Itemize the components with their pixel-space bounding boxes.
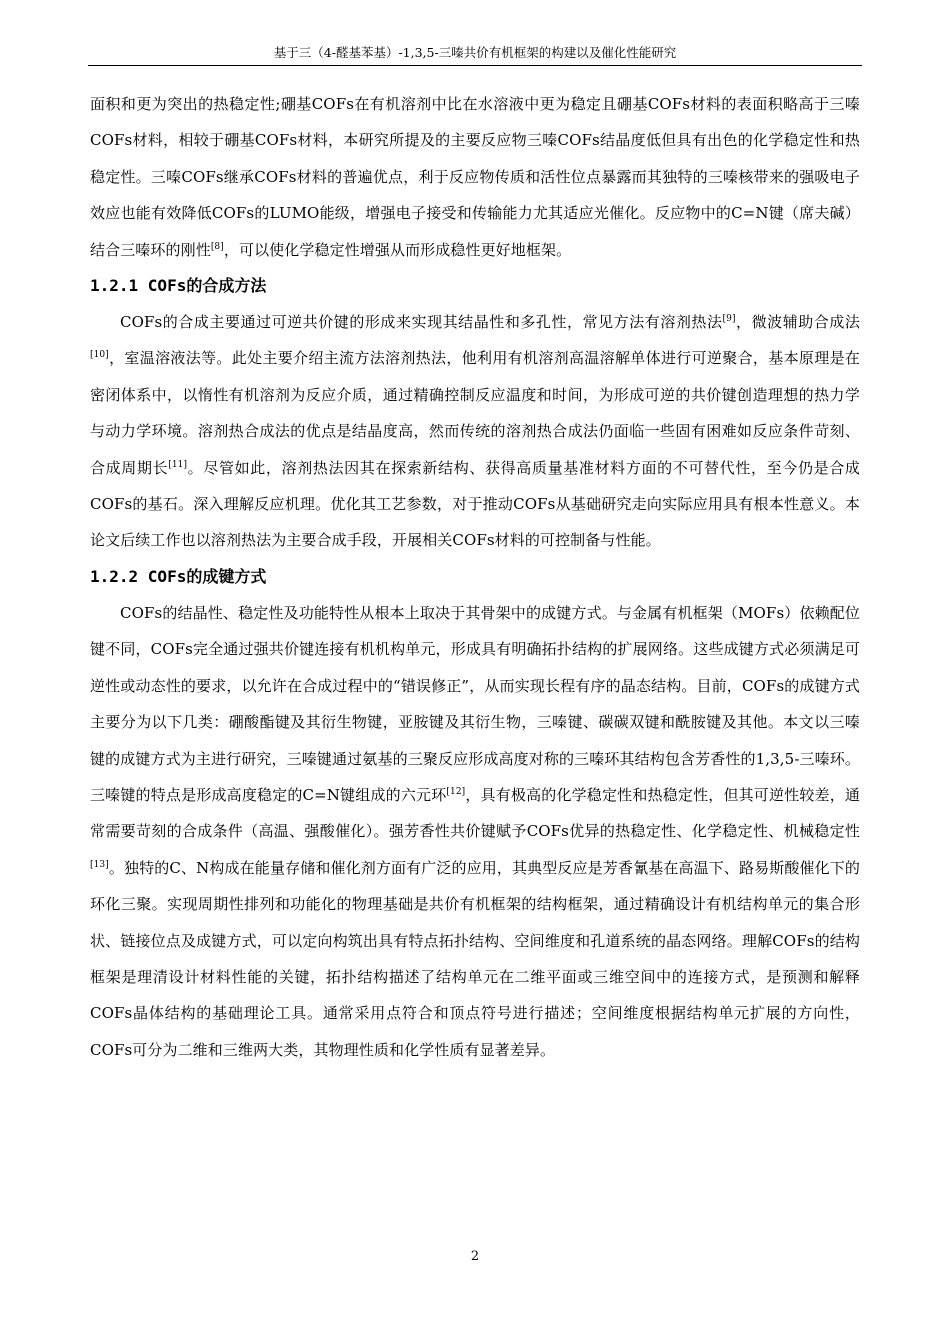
citation-13: [13] [90,859,109,870]
section-heading-synthesis-methods: 1.2.1 COFs的合成方法 [90,276,267,296]
citation-12: [12] [446,786,466,797]
text-run: 面积和更为突出的热稳定性;硼基COFs在有机溶剂中比在水溶液中更为稳定且硼基COFs材料的表面积略高于三嗪COFs材料，相较于硼基COFs材料，本研究所提及的主要反应物三嗪COFs结晶度低但具有出色的化学稳定性和热稳定性。三嗪COFs继承COFs材料的普遍优点，利于反应物传质和活性位点暴露而其独特的三嗪核带来的强吸电子效应也能有效降低COFs的LUMO能级，增强电子接受和传输能力尤其适应光催化。反应物中的C=N键（席夫碱）结合三嗪环的刚性 [90,95,860,259]
citation-10: [10] [90,350,109,361]
text-run: 。尽管如此，溶剂热法因其在探索新结构、获得高质量基准材料方面的不可替代性，至今仍是合成COFs的基石。深入理解反应机理。优化其工艺参数，对于推动COFs从基础研究走向实际应用具有根本性意义。本论文后续工作也以溶剂热法为主要合成手段，开展相关COFs材料的可控制备与性能。 [90,458,860,550]
citation-9: [9] [722,314,736,325]
running-header: 基于三（4-醛基苯基）-1,3,5-三嗪共价有机框架的构建以及催化性能研究 [273,45,677,60]
text-run: ，具有极高的化学稳定性和热稳定性，但其可逆性较差，通常需要苛刻的合成条件（高温、强酸催化）。强芳香性共价键赋予COFs优异的热稳定性、化学稳定性、机械稳定性 [90,785,861,841]
citation-8: [8] [210,241,224,252]
text-run: COFs的结晶性、稳定性及功能特性从根本上取决于其骨架中的成键方式。与金属有机框架（MOFs）依赖配位键不同，COFs完全通过强共价键连接有机机构单元，形成具有明确拓扑结构的扩展网络。这些成键方式必须满足可逆性或动态性的要求，以允许在合成过程中的“错误修正”，从而实现长程有序的晶态结构。目前，COFs的成键方式主要分为以下几类：硼酸酯键及其衍生物键，亚胺键及其衍生物，三嗪键、碳碳双键和酰胺键及其他。本文以三嗪键的成键方式为主进行研究，三嗪键通过氨基的三聚反应形成高度对称的三嗪环其结构包含芳香性的1,3,5-三嗪环。三嗪键的特点是形成高度稳定的C=N键组成的六元环 [90,603,860,804]
text-run: COFs的合成主要通过可逆共价键的形成来实现其结晶性和多孔性，常见方法有溶剂热法 [120,313,723,332]
paragraph-intro-continued [90,86,860,268]
text-run: 。独特的C、N构成在能量存储和催化剂方面有广泛的应用，其典型反应是芳香氰基在高温下、路易斯酸催化下的环化三聚。实现周期性排列和功能化的物理基础是共价有机框架的结构框架，通过精确设计有机结构单元的集合形状、链接位点及成键方式，可以定向构筑出具有特点拓扑结构、空间维度和孔道系统的晶态网络。理解COFs的结构框架是理清设计材料性能的关键，拓扑结构描述了结构单元在二维平面或三维空间中的连接方式，是预测和解释COFs晶体结构的基础理论工具。通常采用点符合和顶点符号进行描述；空间维度根据结构单元扩展的方向性，COFs可分为二维和三维两大类，其物理性质和化学性质有显著差异。 [90,858,860,1059]
text-run: ，室温溶液法等。此处主要介绍主流方法溶剂热法，他利用有机溶剂高温溶解单体进行可逆聚合，基本原理是在密闭体系中，以惰性有机溶剂为反应介质，通过精确控制反应温度和时间，为形成可逆的共价键创造理想的热力学与动力学环境。溶剂热合成法的优点是结晶度高，然而传统的溶剂热合成法仍面临一些固有困难如反应条件苛刻、合成周期长 [90,349,860,477]
citation-11: [11] [168,459,188,470]
paragraph-synthesis-methods [90,304,860,559]
text-run: ，可以使化学稳定性增强从而形成稳性更好地框架。 [223,240,572,259]
paragraph-bonding-types [90,595,860,1068]
text-run: ，微波辅助合成法 [735,313,860,332]
page-body [90,86,860,1068]
page-number: 2 [470,1249,480,1264]
header-rule [88,65,862,66]
section-heading-bonding-types: 1.2.2 COFs的成键方式 [90,566,267,586]
